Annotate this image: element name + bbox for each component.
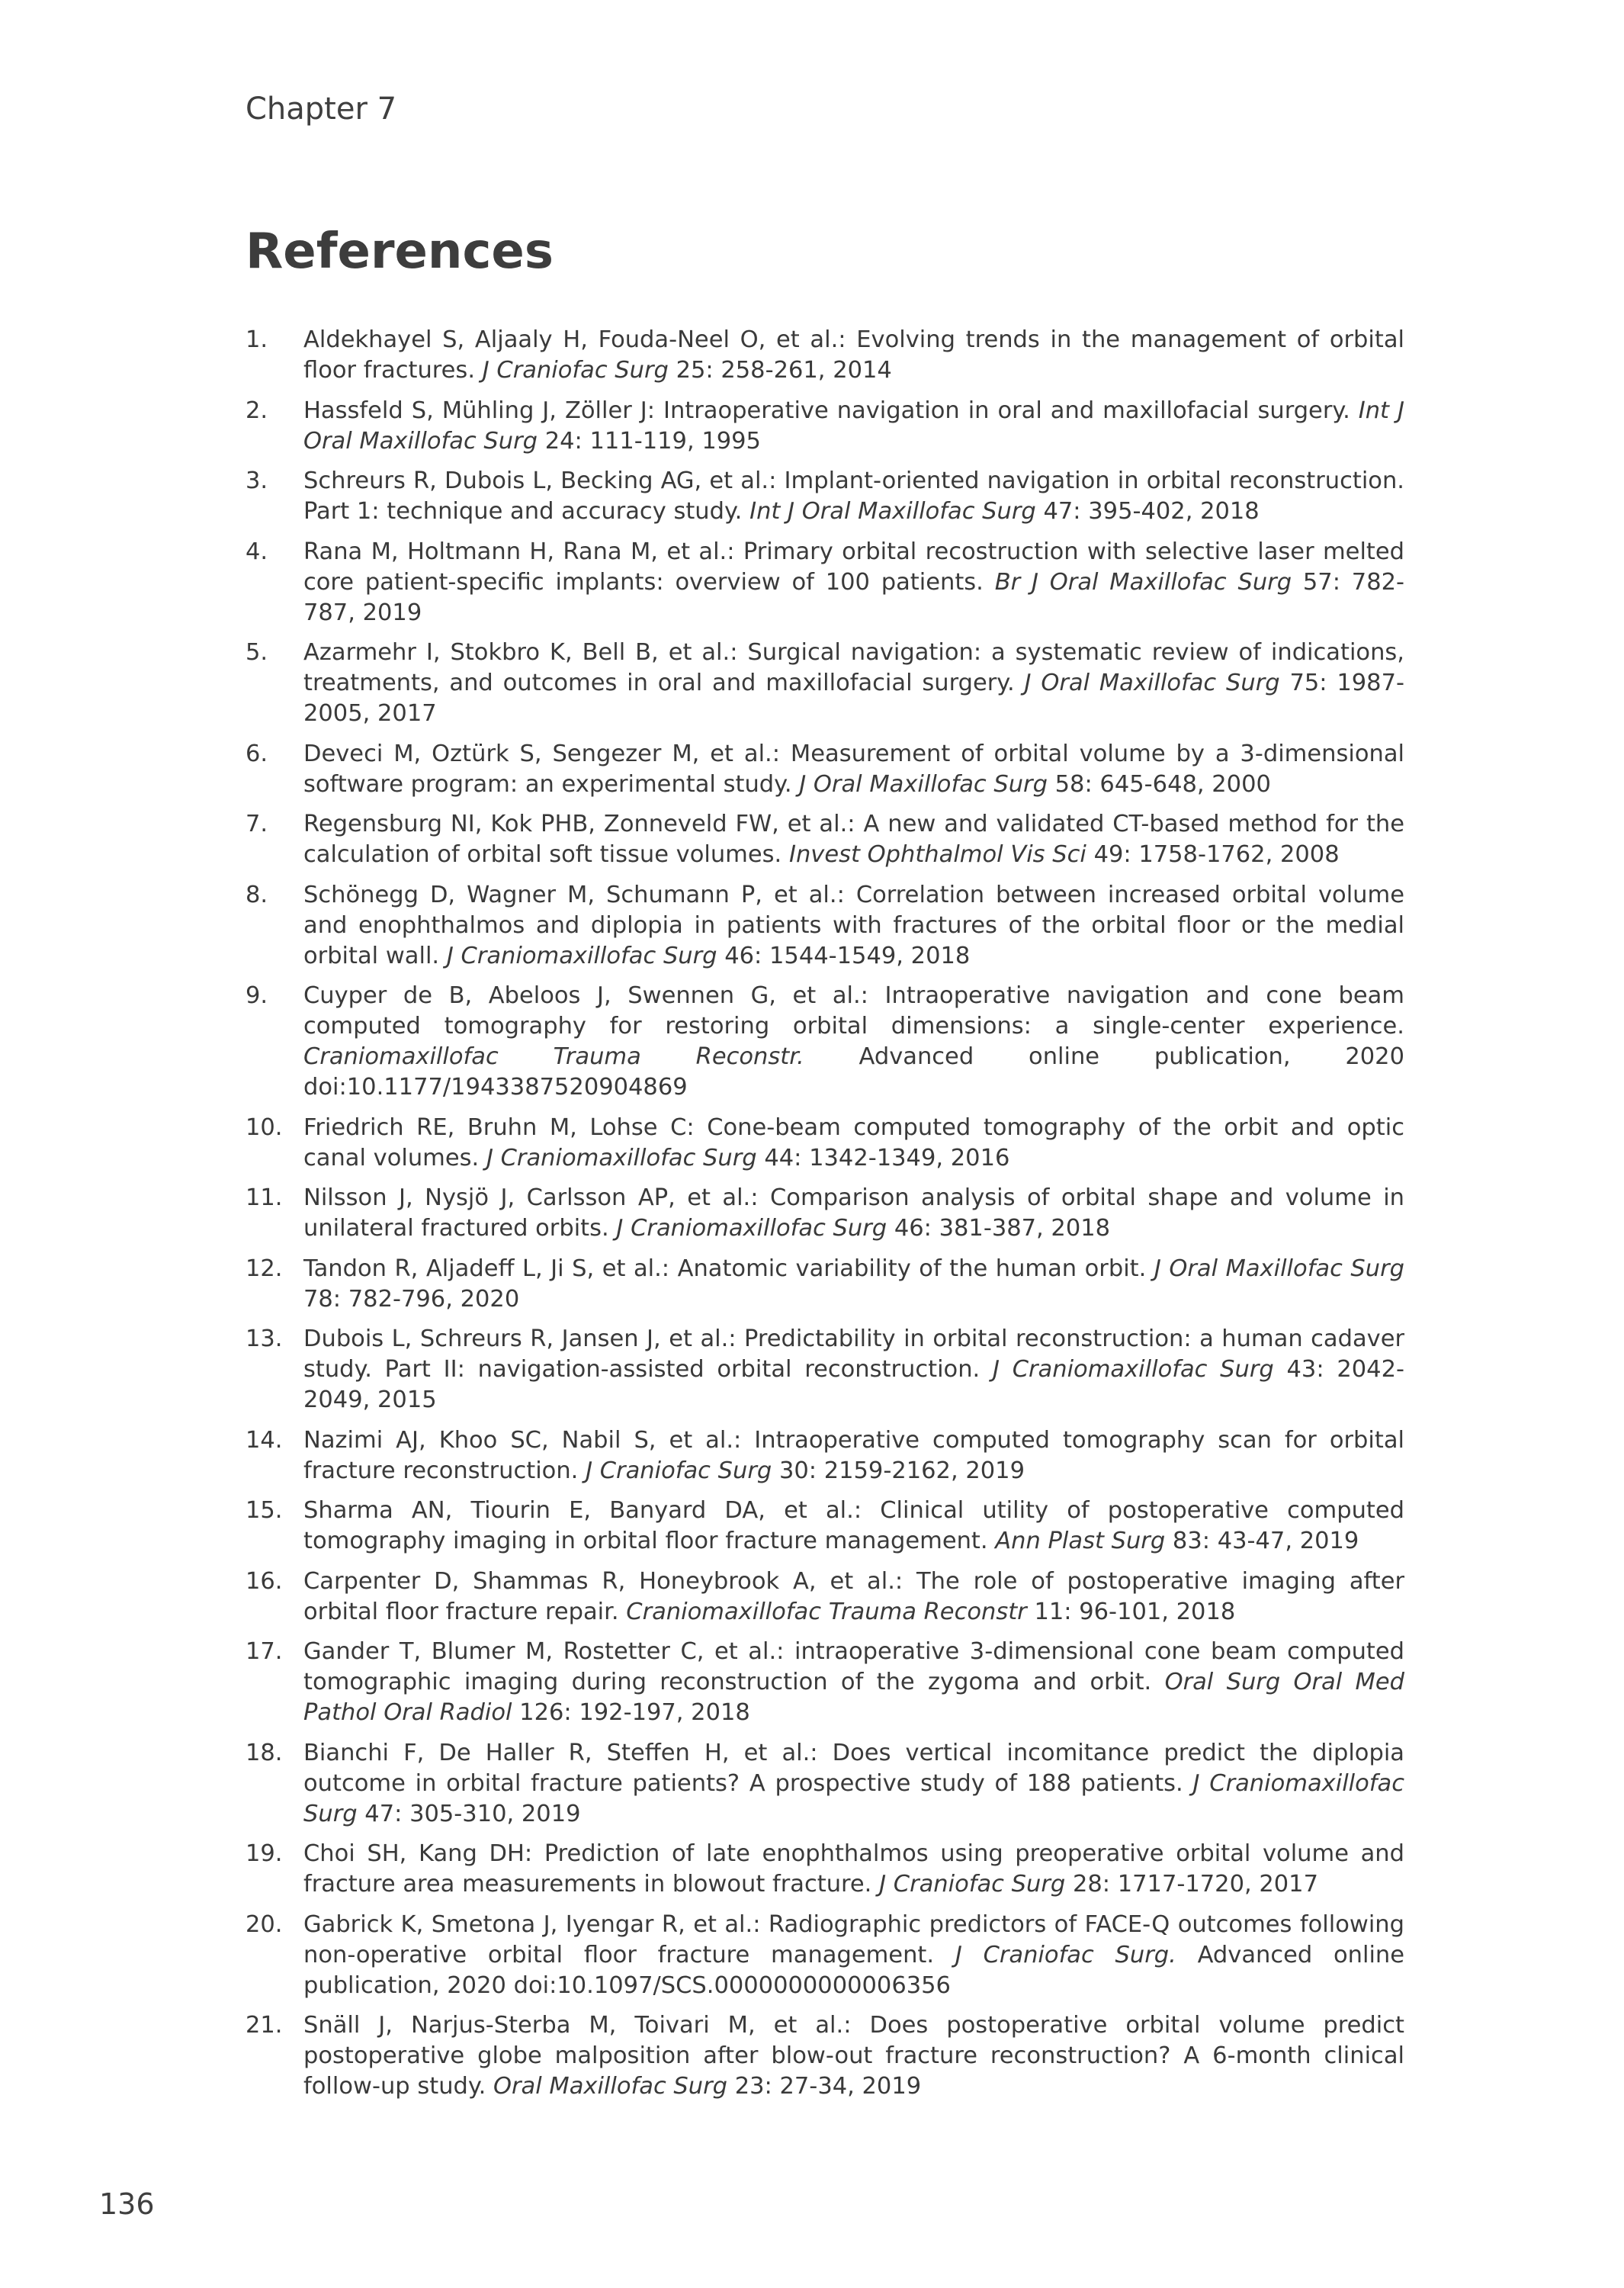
reference-journal: Br J Oral Maxillofac Surg xyxy=(994,568,1292,596)
reference-text xyxy=(303,396,1404,457)
reference-journal: J Craniomaxillofac Surg xyxy=(446,942,717,969)
reference-citation: 58: 645-648, 2000 xyxy=(1054,770,1271,798)
reference-citation: 43: 2042-2049, 2015 xyxy=(303,1356,1404,1413)
reference-text xyxy=(303,325,1404,386)
reference-text xyxy=(303,2010,1404,2102)
reference-journal: J Oral Maxillofac Surg xyxy=(1154,1255,1404,1282)
reference-authors-title: Sharma AN, Tiourin E, Banyard DA, et al.: Clinical utility of postoperative computed tomography imaging in orbital floor fracture management. xyxy=(303,1497,1404,1554)
reference-authors-title: Bianchi F, De Haller R, Steffen H, et al.: Does vertical incomitance predict the diplopia outcome in orbital fracture patients? A prospective study of 188 patients. xyxy=(303,1739,1404,1797)
reference-authors-title: Gabrick K, Smetona J, Iyengar R, et al.: Radiographic predictors of FACE-Q outcomes following non-operative orbital floor fracture management. xyxy=(303,1910,1404,1968)
reference-item xyxy=(246,1425,1404,1486)
reference-item xyxy=(246,1738,1404,1830)
reference-authors-title: Dubois L, Schreurs R, Jansen J, et al.: Predictability in orbital reconstruction: a human cadaver study. Part II: navigation-assisted orbital reconstruction. xyxy=(303,1326,1404,1383)
reference-authors-title: Rana M, Holtmann H, Rana M, et al.: Primary orbital recostruction with selective laser melted core patient-specific implants: overview of 100 patients. xyxy=(303,538,1404,596)
reference-item xyxy=(246,466,1404,527)
reference-text xyxy=(303,1324,1404,1416)
reference-item xyxy=(246,325,1404,386)
reference-authors-title: Regensburg NI, Kok PHB, Zonneveld FW, et al.: A new and validated CT-based method for the calculation of orbital soft tissue volumes. xyxy=(303,811,1404,868)
reference-number: 19. xyxy=(246,1840,283,1867)
reference-item xyxy=(246,1113,1404,1174)
reference-text xyxy=(303,1839,1404,1900)
reference-item xyxy=(246,638,1404,729)
reference-authors-title: Schönegg D, Wagner M, Schumann P, et al.: Correlation between increased orbital volume and enophthalmos and diplopia in patients with fractures of the orbital floor or the medial orbital wall. xyxy=(303,881,1404,969)
reference-citation: 25: 258-261, 2014 xyxy=(676,357,892,384)
reference-number: 7. xyxy=(246,811,268,837)
reference-citation: 47: 395-402, 2018 xyxy=(1043,498,1260,525)
reference-journal: Oral Surg Oral Med Pathol Oral Radiol xyxy=(303,1669,1404,1726)
reference-authors-title: Schreurs R, Dubois L, Becking AG, et al.: Implant-oriented navigation in orbital reconstruction. Part 1: technique and accuracy study. xyxy=(303,468,1404,525)
reference-citation: Advanced online publication, 2020 doi:10.1097/SCS.0000000000006356 xyxy=(303,1941,1405,1999)
reference-number: 10. xyxy=(246,1113,283,1141)
reference-text xyxy=(303,1254,1404,1315)
reference-text xyxy=(303,1183,1404,1244)
reference-authors-title: Aldekhayel S, Aljaaly H, Fouda-Neel O, et al.: Evolving trends in the management of orbital floor fractures. xyxy=(303,326,1404,384)
reference-number: 12. xyxy=(246,1255,283,1282)
reference-item xyxy=(246,1183,1404,1244)
reference-item xyxy=(246,1496,1404,1557)
reference-item xyxy=(246,1254,1404,1315)
reference-number: 21. xyxy=(246,2012,283,2039)
reference-journal: J Craniofac Surg xyxy=(586,1457,772,1484)
reference-journal: Oral Maxillofac Surg xyxy=(493,2073,728,2100)
reference-item xyxy=(246,981,1404,1103)
reference-authors-title: Azarmehr I, Stokbro K, Bell B, et al.: Surgical navigation: a systematic review of indications, treatments, and outcomes in oral and maxillofacial surgery. xyxy=(303,639,1404,696)
reference-journal: J Craniofac Surg xyxy=(879,1871,1066,1898)
reference-citation: 78: 782-796, 2020 xyxy=(303,1285,520,1313)
reference-journal: J Craniomaxillofac Surg xyxy=(486,1144,757,1171)
reference-journal: Ann Plast Surg xyxy=(995,1528,1166,1554)
reference-text xyxy=(303,981,1404,1103)
reference-citation: 83: 43-47, 2019 xyxy=(1172,1528,1359,1554)
reference-citation: 30: 2159-2162, 2019 xyxy=(778,1457,1025,1484)
reference-journal: J Craniomaxillofac Surg xyxy=(303,1769,1405,1827)
reference-number: 3. xyxy=(246,468,268,494)
reference-number: 2. xyxy=(246,397,268,424)
reference-citation: 75: 1987-2005, 2017 xyxy=(303,670,1404,727)
reference-text xyxy=(303,537,1404,628)
reference-citation: 44: 1342-1349, 2016 xyxy=(764,1144,1010,1171)
reference-citation: 28: 1717-1720, 2017 xyxy=(1072,1871,1318,1898)
reference-number: 16. xyxy=(246,1567,283,1595)
reference-authors-title: Snäll J, Narjus-Sterba M, Toivari M, et al.: Does postoperative orbital volume predict postoperative globe malposition after blow-out fracture reconstruction? A 6-month clinical follow-up study. xyxy=(303,2012,1404,2100)
reference-text xyxy=(303,1496,1404,1557)
reference-item xyxy=(246,1910,1404,2001)
reference-item xyxy=(246,2010,1404,2102)
reference-citation: 46: 381-387, 2018 xyxy=(894,1215,1111,1242)
reference-authors-title: Deveci M, Oztürk S, Sengezer M, et al.: Measurement of orbital volume by a 3-dimensional software program: an experimental study. xyxy=(303,740,1404,798)
reference-authors-title: Hassfeld S, Mühling J, Zöller J: Intraoperative navigation in oral and maxillofacial surgery. xyxy=(303,397,1350,424)
reference-citation: 126: 192-197, 2018 xyxy=(519,1699,750,1726)
reference-text xyxy=(303,1738,1404,1830)
chapter-header: Chapter 7 xyxy=(246,92,397,127)
reference-text xyxy=(303,1637,1404,1728)
reference-item xyxy=(246,1637,1404,1728)
reference-citation: Advanced online publication, 2020 doi:10.1177/1943387520904869 xyxy=(303,1043,1404,1101)
reference-citation: 11: 96-101, 2018 xyxy=(1034,1598,1236,1625)
reference-citation: 47: 305-310, 2019 xyxy=(364,1800,581,1827)
reference-number: 20. xyxy=(246,1910,283,1938)
reference-item xyxy=(246,537,1404,628)
reference-number: 6. xyxy=(246,740,268,767)
reference-number: 4. xyxy=(246,538,268,565)
reference-text xyxy=(303,809,1404,870)
reference-authors-title: Choi SH, Kang DH: Prediction of late enophthalmos using preoperative orbital volume and fracture area measurements in blowout fracture. xyxy=(303,1840,1404,1898)
reference-text xyxy=(303,1910,1404,2001)
reference-journal: J Craniofac Surg. xyxy=(955,1941,1176,1968)
reference-journal: J Craniomaxillofac Surg xyxy=(992,1356,1274,1383)
reference-list xyxy=(246,325,1404,2112)
reference-item xyxy=(246,1567,1404,1628)
reference-number: 11. xyxy=(246,1184,283,1211)
reference-text xyxy=(303,466,1404,527)
reference-citation: 24: 111-119, 1995 xyxy=(544,427,761,455)
reference-citation: 49: 1758-1762, 2008 xyxy=(1093,841,1340,868)
reference-journal: Craniomaxillofac Trauma Reconstr. xyxy=(303,1043,804,1070)
reference-number: 14. xyxy=(246,1426,283,1454)
reference-number: 5. xyxy=(246,639,268,666)
reference-number: 18. xyxy=(246,1739,283,1766)
reference-number: 17. xyxy=(246,1638,283,1665)
reference-number: 9. xyxy=(246,982,268,1009)
reference-text xyxy=(303,1567,1404,1628)
reference-number: 15. xyxy=(246,1497,283,1524)
reference-journal: Int J Oral Maxillofac Surg xyxy=(749,498,1036,525)
reference-journal: Invest Ophthalmol Vis Sci xyxy=(788,841,1086,868)
reference-item xyxy=(246,739,1404,800)
reference-journal: Int J Oral Maxillofac Surg xyxy=(303,397,1404,455)
reference-authors-title: Nilsson J, Nysjö J, Carlsson AP, et al.: Comparison analysis of orbital shape and volume in unilateral fractured orbits. xyxy=(303,1184,1404,1242)
page-number: 136 xyxy=(99,2187,155,2221)
reference-journal: J Craniofac Surg xyxy=(482,357,669,384)
reference-item xyxy=(246,880,1404,972)
reference-text xyxy=(303,1425,1404,1486)
reference-text xyxy=(303,739,1404,800)
reference-authors-title: Carpenter D, Shammas R, Honeybrook A, et al.: The role of postoperative imaging after orbital floor fracture repair. xyxy=(303,1567,1404,1625)
reference-citation: 57: 782-787, 2019 xyxy=(303,568,1405,626)
page-title: References xyxy=(246,223,554,280)
reference-authors-title: Friedrich RE, Bruhn M, Lohse C: Cone-beam computed tomography of the orbit and optic canal volumes. xyxy=(303,1113,1404,1171)
reference-journal: J Oral Maxillofac Surg xyxy=(799,770,1048,798)
reference-number: 8. xyxy=(246,881,268,908)
reference-journal: J Craniomaxillofac Surg xyxy=(616,1215,887,1242)
reference-text xyxy=(303,638,1404,729)
reference-text xyxy=(303,1113,1404,1174)
reference-item xyxy=(246,396,1404,457)
reference-citation: 46: 1544-1549, 2018 xyxy=(724,942,971,969)
reference-number: 13. xyxy=(246,1326,283,1352)
reference-authors-title: Cuyper de B, Abeloos J, Swennen G, et al.: Intraoperative navigation and cone beam computed tomography for restoring orbital dimensions: a single-center experience. xyxy=(303,982,1404,1040)
reference-item xyxy=(246,1839,1404,1900)
reference-number: 1. xyxy=(246,326,268,353)
reference-text xyxy=(303,880,1404,972)
reference-citation: 23: 27-34, 2019 xyxy=(734,2073,922,2100)
reference-authors-title: Gander T, Blumer M, Rostetter C, et al.: intraoperative 3-dimensional cone beam computed tomographic imaging during reconstruction of the zygoma and orbit. xyxy=(303,1638,1404,1695)
reference-journal: J Oral Maxillofac Surg xyxy=(1024,670,1280,696)
reference-item xyxy=(246,1324,1404,1416)
reference-authors-title: Nazimi AJ, Khoo SC, Nabil S, et al.: Intraoperative computed tomography scan for orbital fracture reconstruction. xyxy=(303,1426,1404,1484)
reference-item xyxy=(246,809,1404,870)
reference-journal: Craniomaxillofac Trauma Reconstr xyxy=(626,1598,1027,1625)
reference-authors-title: Tandon R, Aljadeff L, Ji S, et al.: Anatomic variability of the human orbit. xyxy=(303,1255,1147,1282)
